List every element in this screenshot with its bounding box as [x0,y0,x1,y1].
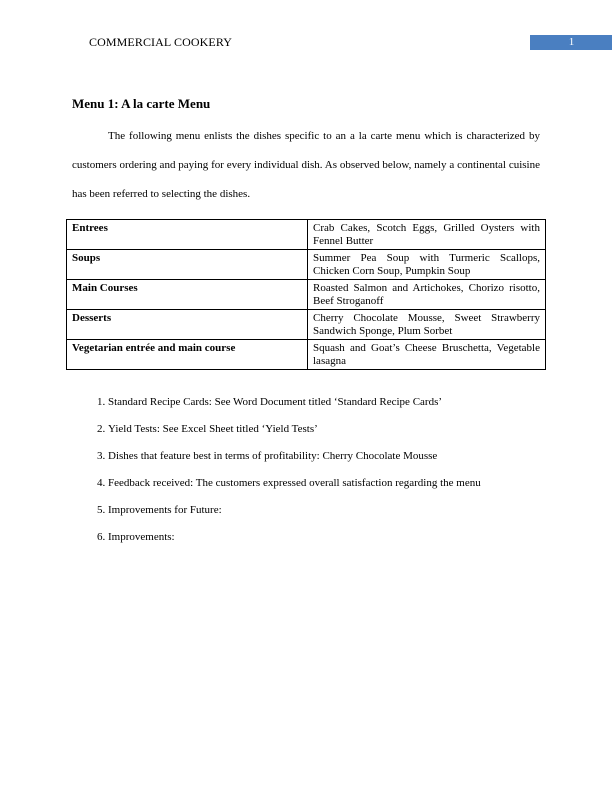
course-cell: Soups [67,250,308,280]
numbered-list [90,396,548,558]
course-cell: Entrees [67,220,308,250]
page-number: 1 [530,35,612,50]
dishes-cell: Squash and Goat’s Cheese Bruschetta, Vegetable lasagna [308,340,546,370]
course-cell: Vegetarian entrée and main course [67,340,308,370]
list-item: 3. Dishes that feature best in terms of profitability: Cherry Chocolate Mousse [108,450,548,463]
course-cell: Main Courses [67,280,308,310]
table-row [67,250,546,280]
dishes-cell: Crab Cakes, Scotch Eggs, Grilled Oysters with Fennel Butter [308,220,546,250]
list-item: 1. Standard Recipe Cards: See Word Document titled ‘Standard Recipe Cards’ [108,396,548,409]
dishes-cell: Summer Pea Soup with Turmeric Scallops, Chicken Corn Soup, Pumpkin Soup [308,250,546,280]
table-row [67,220,546,250]
dishes-cell: Roasted Salmon and Artichokes, Chorizo risotto, Beef Stroganoff [308,280,546,310]
table-row [67,340,546,370]
intro-paragraph: The following menu enlists the dishes specific to an a la carte menu which is characterized by customers ordering and paying for every individual dish. As observed below, namely a continental cuisine has been referred to selecting the dishes. [72,130,540,200]
list-item: 4. Feedback received: The customers expressed overall satisfaction regarding the menu [108,477,548,490]
table-row [67,280,546,310]
section-heading: Menu 1: A la carte Menu [72,96,211,111]
menu-table [66,219,546,370]
table-row [67,310,546,340]
running-header: COMMERCIAL COOKERY [89,35,233,49]
dishes-cell: Cherry Chocolate Mousse, Sweet Strawberry Sandwich Sponge, Plum Sorbet [308,310,546,340]
list-item: 5. Improvements for Future: [108,504,548,517]
list-item: 6. Improvements: [108,531,548,544]
course-cell: Desserts [67,310,308,340]
list-item: 2. Yield Tests: See Excel Sheet titled ‘Yield Tests’ [108,423,548,436]
